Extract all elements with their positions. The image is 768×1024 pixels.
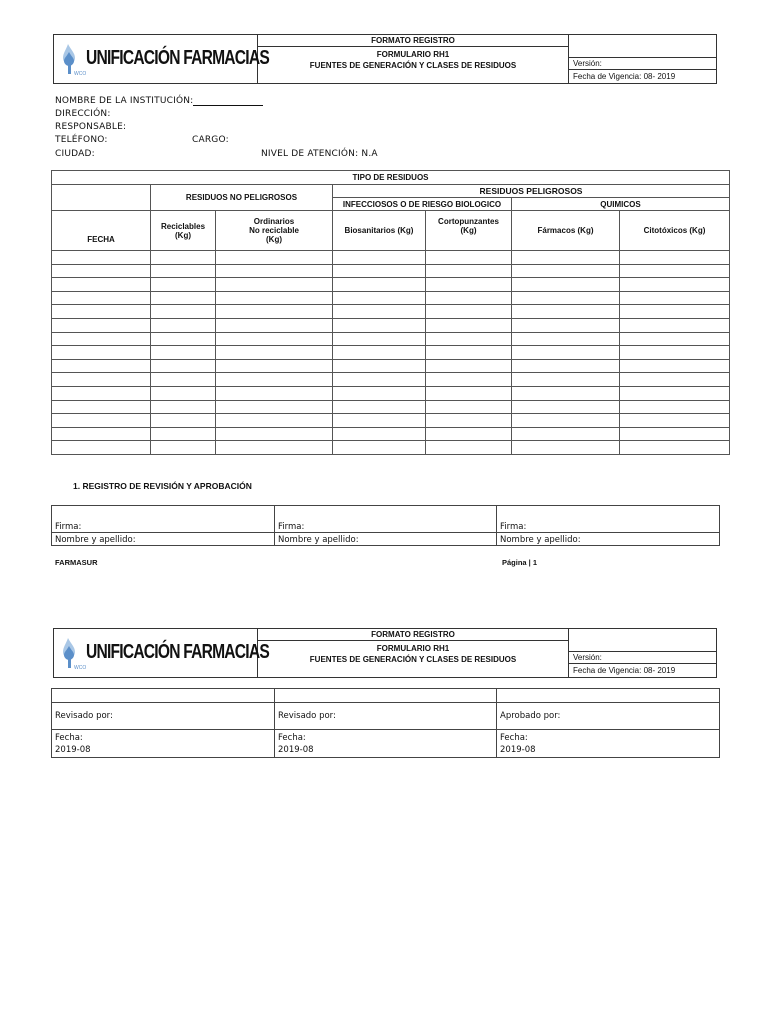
- header-meta-cell: [569, 35, 717, 83]
- date-field-1[interactable]: [52, 730, 275, 758]
- validity-label: Fecha de Vigencia: 08- 2019: [573, 72, 676, 81]
- table-row: [52, 332, 730, 346]
- table-cell[interactable]: [620, 441, 730, 455]
- date-column-header: FECHA: [52, 211, 151, 251]
- institution-label: NOMBRE DE LA INSTITUCIÓN:: [55, 96, 194, 106]
- table-row: [52, 400, 730, 414]
- table-cell[interactable]: [426, 414, 512, 428]
- chemical-header: QUIMICOS: [512, 198, 730, 211]
- table-cell[interactable]: [426, 373, 512, 387]
- cytotoxic-column-header: Citotóxicos (Kg): [620, 211, 730, 251]
- form-name: FORMULARIO RH1: [376, 644, 450, 653]
- table-cell[interactable]: [216, 427, 333, 441]
- table-row: [52, 359, 730, 373]
- table-cell[interactable]: [426, 386, 512, 400]
- table-cell[interactable]: [52, 346, 151, 360]
- form-subtitle: FUENTES DE GENERACIÓN Y CLASES DE RESIDUOS: [309, 61, 517, 70]
- waste-table-body: [52, 251, 730, 455]
- drop-logo-icon: [62, 638, 78, 668]
- review-section-title: 1. REGISTRO DE REVISIÓN Y APROBACIÓN: [73, 481, 252, 491]
- brand-logo-text: UNIFICACIÓN FARMACIAS: [86, 47, 269, 69]
- hazardous-header: RESIDUOS PELIGROSOS: [333, 185, 730, 198]
- table-cell[interactable]: [216, 291, 333, 305]
- format-title: FORMATO REGISTRO: [258, 35, 568, 47]
- validity-label: Fecha de Vigencia: 08- 2019: [573, 666, 676, 675]
- ordinary-column-header: [216, 211, 333, 251]
- table-cell[interactable]: [52, 291, 151, 305]
- table-cell[interactable]: [216, 278, 333, 292]
- table-cell[interactable]: [620, 386, 730, 400]
- table-cell[interactable]: [216, 251, 333, 265]
- care-level-label: NIVEL DE ATENCIÓN: N.A: [261, 149, 378, 159]
- date-field-3[interactable]: [497, 730, 720, 758]
- table-cell[interactable]: [151, 346, 216, 360]
- table-cell[interactable]: [52, 400, 151, 414]
- institution-input-line[interactable]: [193, 97, 263, 106]
- table-cell[interactable]: [216, 373, 333, 387]
- table-cell[interactable]: [512, 332, 620, 346]
- table-cell[interactable]: [426, 427, 512, 441]
- table-cell[interactable]: [620, 318, 730, 332]
- non-hazardous-header: RESIDUOS NO PELIGROSOS: [151, 185, 333, 211]
- table-cell[interactable]: [512, 251, 620, 265]
- table-cell[interactable]: [151, 373, 216, 387]
- name-field-1[interactable]: Nombre y apellido:: [52, 533, 275, 546]
- table-row: [52, 318, 730, 332]
- position-label: CARGO:: [192, 135, 229, 145]
- table-cell[interactable]: [151, 318, 216, 332]
- table-cell[interactable]: [426, 291, 512, 305]
- header-title-cell: [258, 35, 569, 83]
- date-value: 2019-08: [278, 745, 314, 755]
- reviewed-by-field-1[interactable]: Revisado por:: [52, 703, 275, 730]
- table-cell[interactable]: [52, 318, 151, 332]
- table-cell[interactable]: [512, 318, 620, 332]
- table-cell[interactable]: [151, 386, 216, 400]
- approval-blank-cell: [275, 689, 497, 703]
- signature-field-2[interactable]: Firma:: [275, 506, 497, 533]
- table-cell[interactable]: [620, 359, 730, 373]
- table-cell[interactable]: [426, 305, 512, 319]
- table-cell[interactable]: [333, 291, 426, 305]
- table-row: [52, 386, 730, 400]
- header-title-cell: [258, 629, 569, 677]
- ordinary-label: Ordinarios: [253, 217, 295, 226]
- table-cell[interactable]: [333, 427, 426, 441]
- table-cell[interactable]: [52, 264, 151, 278]
- brand-logo-text: UNIFICACIÓN FARMACIAS: [86, 641, 269, 663]
- signature-field-1[interactable]: Firma:: [52, 506, 275, 533]
- table-cell[interactable]: [333, 400, 426, 414]
- non-recyclable-label: No reciclable: [249, 226, 299, 235]
- table-cell[interactable]: [216, 305, 333, 319]
- table-cell[interactable]: [512, 386, 620, 400]
- form-subtitle: FUENTES DE GENERACIÓN Y CLASES DE RESIDUOS: [309, 655, 517, 664]
- table-cell[interactable]: [333, 359, 426, 373]
- date-label: Fecha:: [55, 733, 83, 743]
- table-cell[interactable]: [151, 278, 216, 292]
- institution-line: [55, 96, 263, 106]
- table-cell[interactable]: [426, 264, 512, 278]
- table-cell[interactable]: [620, 346, 730, 360]
- document-header-page-2: [53, 628, 717, 678]
- table-cell[interactable]: [151, 332, 216, 346]
- table-cell[interactable]: [620, 251, 730, 265]
- table-cell[interactable]: [620, 427, 730, 441]
- table-cell[interactable]: [52, 359, 151, 373]
- table-cell[interactable]: [426, 346, 512, 360]
- table-row: [52, 373, 730, 387]
- table-cell[interactable]: [52, 305, 151, 319]
- table-cell[interactable]: [333, 332, 426, 346]
- table-cell[interactable]: [620, 278, 730, 292]
- signature-field-3[interactable]: Firma:: [497, 506, 720, 533]
- table-cell[interactable]: [216, 386, 333, 400]
- table-row: [52, 414, 730, 428]
- signature-table: [51, 505, 720, 546]
- ordinary-unit: (Kg): [266, 235, 282, 244]
- table-cell[interactable]: [620, 291, 730, 305]
- footer-page-number: Página | 1: [502, 558, 538, 567]
- sharps-label: Cortopunzantes: [438, 217, 499, 226]
- table-cell[interactable]: [512, 359, 620, 373]
- table-cell[interactable]: [151, 291, 216, 305]
- table-cell[interactable]: [216, 264, 333, 278]
- table-cell[interactable]: [52, 427, 151, 441]
- table-cell[interactable]: [151, 305, 216, 319]
- table-cell[interactable]: [512, 427, 620, 441]
- date-label: Fecha:: [278, 733, 306, 743]
- table-cell[interactable]: [151, 359, 216, 373]
- table-cell[interactable]: [216, 332, 333, 346]
- table-cell[interactable]: [333, 414, 426, 428]
- logo-cell: [54, 629, 269, 677]
- table-cell[interactable]: [512, 414, 620, 428]
- date-value: 2019-08: [500, 745, 536, 755]
- table-row: [52, 278, 730, 292]
- table-cell[interactable]: [151, 400, 216, 414]
- table-cell[interactable]: [151, 427, 216, 441]
- table-cell[interactable]: [512, 346, 620, 360]
- table-cell[interactable]: [512, 441, 620, 455]
- table-cell[interactable]: [216, 346, 333, 360]
- approved-by-field[interactable]: Aprobado por:: [497, 703, 720, 730]
- table-cell[interactable]: [151, 264, 216, 278]
- reviewed-by-field-2[interactable]: Revisado por:: [275, 703, 497, 730]
- table-cell[interactable]: [216, 400, 333, 414]
- table-cell[interactable]: [426, 251, 512, 265]
- table-cell[interactable]: [512, 278, 620, 292]
- waste-table: [51, 170, 730, 455]
- table-cell[interactable]: [426, 359, 512, 373]
- drugs-column-header: Fármacos (Kg): [512, 211, 620, 251]
- table-cell[interactable]: [426, 278, 512, 292]
- table-cell[interactable]: [620, 264, 730, 278]
- phone-label: TELÉFONO:: [55, 135, 108, 145]
- document-header: [53, 34, 717, 84]
- table-cell[interactable]: [151, 441, 216, 455]
- table-row: [52, 291, 730, 305]
- table-row: [52, 441, 730, 455]
- table-cell[interactable]: [333, 318, 426, 332]
- table-cell[interactable]: [512, 264, 620, 278]
- table-cell[interactable]: [426, 441, 512, 455]
- biosanitary-column-header: Biosanitarios (Kg): [333, 211, 426, 251]
- sharps-unit: (Kg): [460, 226, 477, 235]
- table-cell[interactable]: [52, 386, 151, 400]
- table-cell[interactable]: [151, 251, 216, 265]
- table-cell[interactable]: [333, 441, 426, 455]
- format-title: FORMATO REGISTRO: [258, 629, 568, 641]
- table-cell[interactable]: [216, 414, 333, 428]
- table-cell[interactable]: [426, 332, 512, 346]
- table-cell[interactable]: [620, 305, 730, 319]
- table-cell[interactable]: [333, 305, 426, 319]
- approval-blank-cell: [52, 689, 275, 703]
- table-cell[interactable]: [216, 359, 333, 373]
- table-cell[interactable]: [52, 441, 151, 455]
- blank-header-cell: [52, 185, 151, 211]
- address-label: DIRECCIÓN:: [55, 109, 111, 119]
- table-cell[interactable]: [52, 373, 151, 387]
- table-cell[interactable]: [620, 332, 730, 346]
- table-row: [52, 305, 730, 319]
- table-cell[interactable]: [512, 305, 620, 319]
- date-label: Fecha:: [500, 733, 528, 743]
- logo-cell: [54, 35, 269, 83]
- table-cell[interactable]: [333, 386, 426, 400]
- infectious-header: INFECCIOSOS O DE RIESGO BIOLOGICO: [333, 198, 512, 211]
- table-row: [52, 264, 730, 278]
- recyclable-label: Reciclables: [160, 221, 206, 231]
- table-cell[interactable]: [620, 414, 730, 428]
- city-label: CIUDAD:: [55, 149, 95, 159]
- table-cell[interactable]: [216, 318, 333, 332]
- name-field-2[interactable]: Nombre y apellido:: [275, 533, 497, 546]
- brand-small-text: WCO: [74, 665, 87, 671]
- table-cell[interactable]: [52, 278, 151, 292]
- table-cell[interactable]: [333, 373, 426, 387]
- responsible-label: RESPONSABLE:: [55, 122, 127, 132]
- table-row: [52, 427, 730, 441]
- table-cell[interactable]: [333, 346, 426, 360]
- approval-table: [51, 688, 720, 758]
- header-meta-cell: [569, 629, 717, 677]
- date-field-2[interactable]: [275, 730, 497, 758]
- table-cell[interactable]: [512, 291, 620, 305]
- table-cell[interactable]: [426, 400, 512, 414]
- table-row: [52, 346, 730, 360]
- table-cell[interactable]: [512, 373, 620, 387]
- table-cell[interactable]: [52, 414, 151, 428]
- name-field-3[interactable]: Nombre y apellido:: [497, 533, 720, 546]
- version-label: Versión:: [569, 651, 717, 664]
- table-cell[interactable]: [333, 278, 426, 292]
- table-cell[interactable]: [333, 251, 426, 265]
- table-cell[interactable]: [620, 373, 730, 387]
- table-cell[interactable]: [426, 318, 512, 332]
- form-name: FORMULARIO RH1: [376, 50, 450, 59]
- footer-company: FARMASUR: [55, 558, 98, 567]
- table-cell[interactable]: [52, 251, 151, 265]
- table-cell[interactable]: [216, 441, 333, 455]
- table-row: [52, 251, 730, 265]
- table-cell[interactable]: [52, 332, 151, 346]
- table-cell[interactable]: [151, 414, 216, 428]
- brand-small-text: WCO: [74, 71, 87, 77]
- table-cell[interactable]: [512, 400, 620, 414]
- waste-type-title: TIPO DE RESIDUOS: [52, 171, 730, 185]
- date-value: 2019-08: [55, 745, 91, 755]
- recyclable-unit: (Kg): [175, 230, 191, 240]
- recyclable-column-header: [151, 211, 216, 251]
- table-cell[interactable]: [333, 264, 426, 278]
- approval-blank-cell: [497, 689, 720, 703]
- drop-logo-icon: [62, 44, 78, 74]
- sharps-column-header: [426, 211, 512, 251]
- version-label: Versión:: [569, 57, 717, 70]
- table-cell[interactable]: [620, 400, 730, 414]
